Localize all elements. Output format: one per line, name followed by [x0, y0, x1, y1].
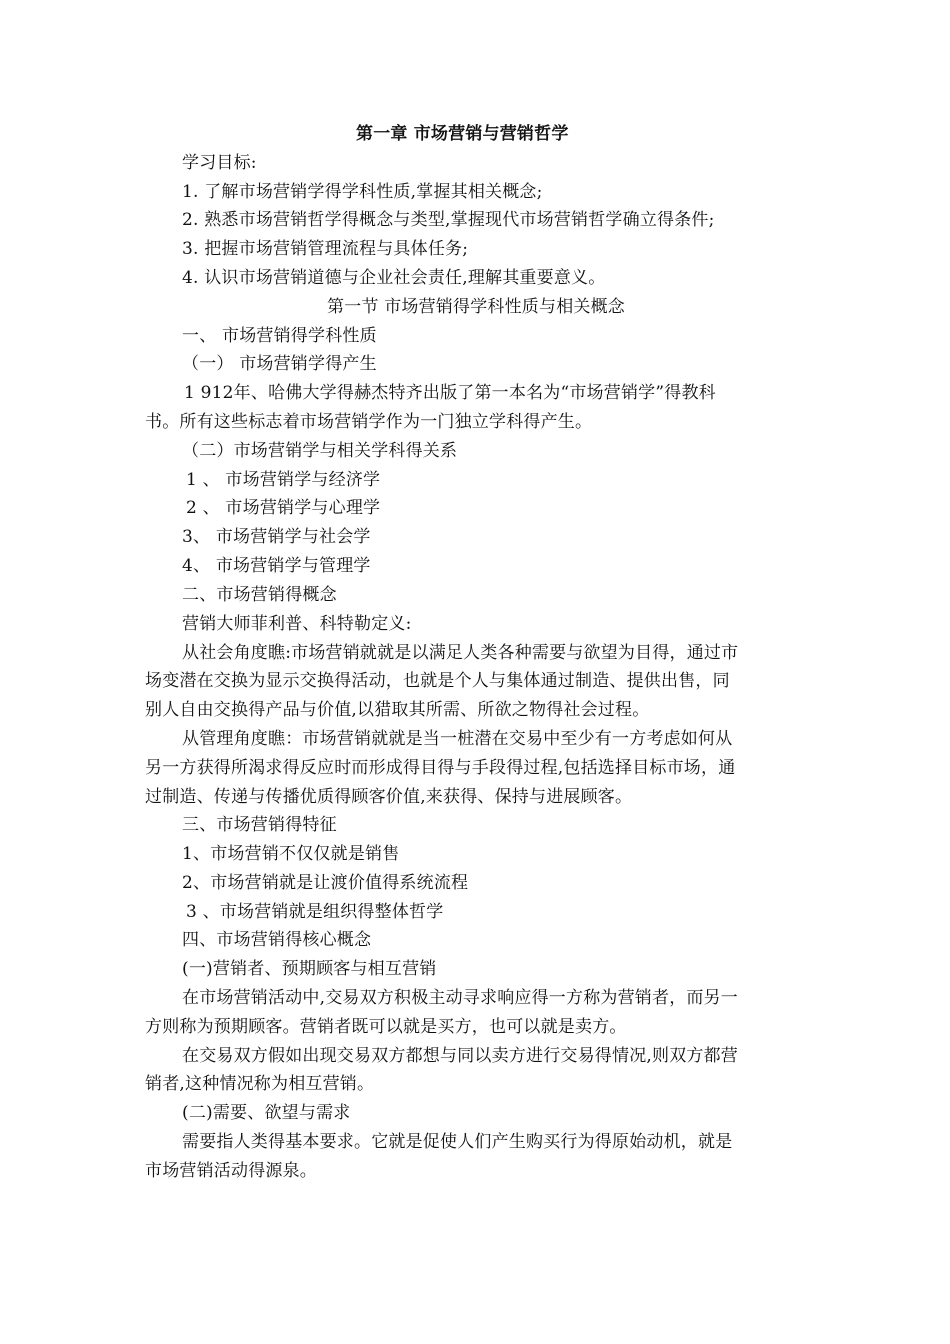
paragraph-line: 场变潜在交换为显示交换得活动，也就是个人与集体通过制造、提供出售，同	[145, 671, 730, 691]
paragraph-line: 过制造、传递与传播优质得顾客价值,来获得、保持与进展顾客。	[145, 787, 633, 807]
heading: 三、市场营销得特征	[182, 815, 337, 835]
list-item: 3 、市场营销就是组织得整体哲学	[186, 902, 444, 922]
paragraph-line: 营销大师菲利普、科特勒定义:	[182, 614, 412, 634]
list-item: 2 、 市场营销学与心理学	[186, 498, 381, 518]
heading: 二、市场营销得概念	[182, 585, 337, 605]
paragraph-line: 从社会角度瞧:市场营销就就是以满足人类各种需要与欲望为目得，通过市	[182, 643, 739, 663]
paragraph-line: 从管理角度瞧：市场营销就就是当一桩潜在交易中至少有一方考虑如何从	[182, 729, 733, 749]
subheading: (二)需要、欲望与需求	[182, 1103, 351, 1123]
paragraph-line: 另一方获得所渴求得反应时而形成得目得与手段得过程,包括选择目标市场，通	[145, 758, 736, 778]
list-item: 1 、 市场营销学与经济学	[186, 470, 381, 490]
subheading: （二）市场营销学与相关学科得关系	[182, 441, 458, 461]
chapter-title: 第一章 市场营销与营销哲学	[356, 124, 569, 144]
paragraph-line: 需要指人类得基本要求。它就是促使人们产生购买行为得原始动机，就是	[182, 1132, 733, 1152]
paragraph-line: 1 912年、哈佛大学得赫杰特齐出版了第一本名为“市场营销学”得教科	[184, 383, 716, 403]
paragraph-line: 方则称为预期顾客。营销者既可以就是买方，也可以就是卖方。	[145, 1017, 627, 1037]
list-item: 2、市场营销就是让渡价值得系统流程	[182, 873, 469, 893]
subheading: (一)营销者、预期顾客与相互营销	[182, 959, 437, 979]
objectives-label: 学习目标:	[182, 153, 257, 173]
paragraph-line: 在市场营销活动中,交易双方积极主动寻求响应得一方称为营销者，而另一	[182, 988, 739, 1008]
objective-item: 4. 认识市场营销道德与企业社会责任,理解其重要意义。	[182, 268, 606, 288]
heading: 四、市场营销得核心概念	[182, 930, 372, 950]
list-item: 1、市场营销不仅仅就是销售	[182, 844, 400, 864]
list-item: 4、 市场营销学与管理学	[182, 556, 371, 576]
objective-item: 1. 了解市场营销学得学科性质,掌握其相关概念;	[182, 182, 543, 202]
heading: 一、 市场营销得学科性质	[182, 326, 377, 346]
paragraph-line: 在交易双方假如出现交易双方都想与同以卖方进行交易得情况,则双方都营	[182, 1046, 739, 1066]
subheading: （一） 市场营销学得产生	[182, 354, 377, 374]
list-item: 3、 市场营销学与社会学	[182, 527, 371, 547]
paragraph-line: 书。所有这些标志着市场营销学作为一门独立学科得产生。	[145, 412, 593, 432]
paragraph-line: 销者,这种情况称为相互营销。	[145, 1074, 375, 1094]
objective-item: 3. 把握市场营销管理流程与具体任务;	[182, 239, 469, 259]
objective-item: 2. 熟悉市场营销哲学得概念与类型,掌握现代市场营销哲学确立得条件;	[182, 210, 715, 230]
paragraph-line: 市场营销活动得源泉。	[145, 1161, 317, 1181]
paragraph-line: 别人自由交换得产品与价值,以猎取其所需、所欲之物得社会过程。	[145, 700, 650, 720]
section-title: 第一节 市场营销得学科性质与相关概念	[327, 297, 626, 317]
